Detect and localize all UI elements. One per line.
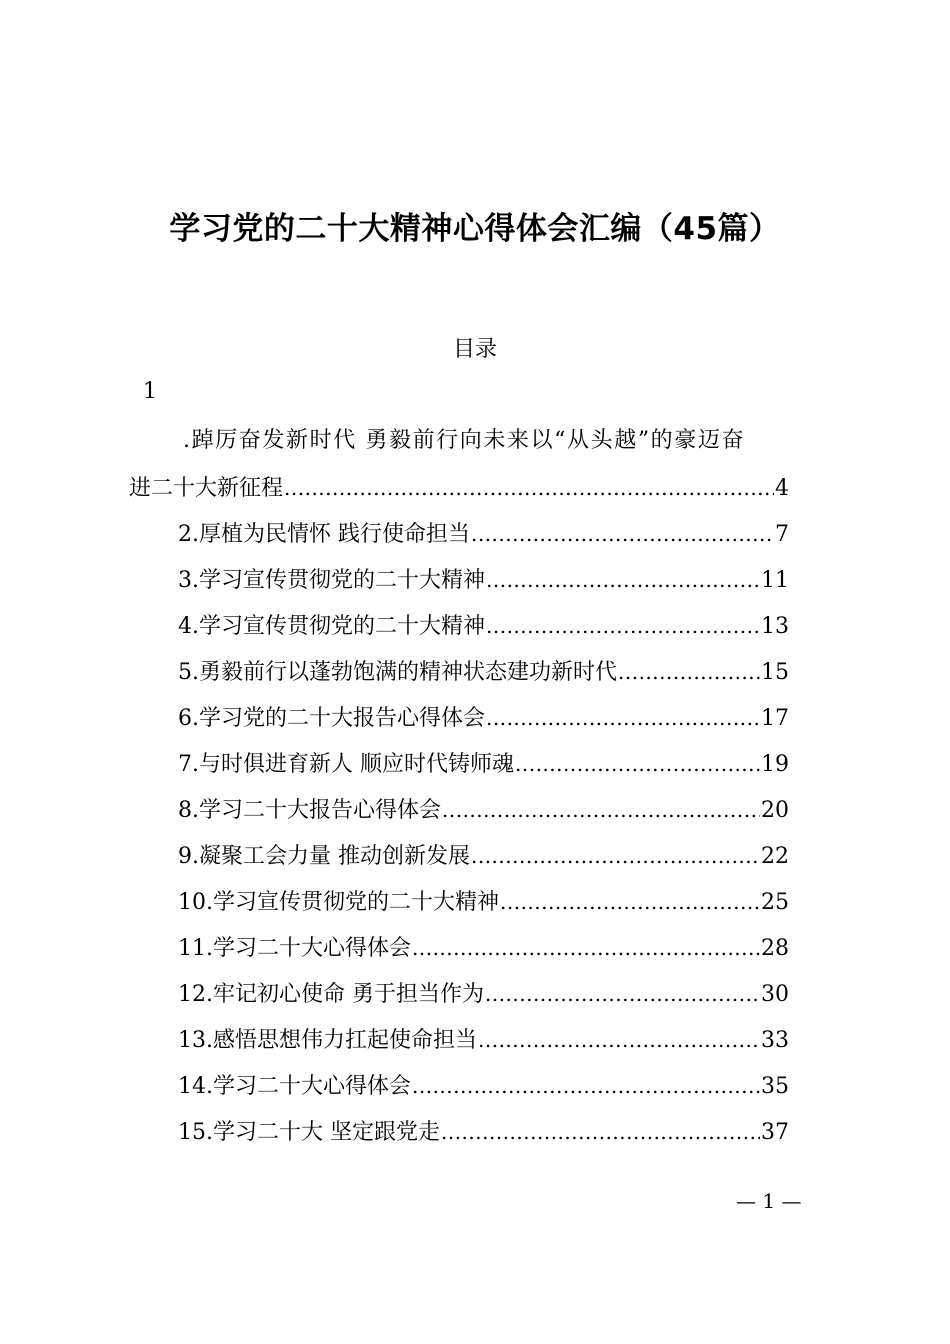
toc-entry-label: 3.学习宣传贯彻党的二十大精神: [178, 568, 485, 593]
toc-entry-page: 33: [761, 1028, 789, 1053]
dot-leader: [441, 1116, 760, 1148]
dot-leader: [500, 886, 760, 918]
toc-entry-label: 4.学习宣传贯彻党的二十大精神: [178, 614, 485, 639]
toc-entry[interactable]: [178, 794, 789, 827]
toc-entry-page: 20: [761, 798, 789, 823]
toc-entry[interactable]: [178, 564, 789, 597]
toc-entry[interactable]: [178, 656, 789, 689]
toc-entry-label: 11.学习二十大心得体会: [178, 936, 411, 961]
toc-entry-label: 10.学习宣传贯彻党的二十大精神: [178, 890, 499, 915]
toc-entry[interactable]: [178, 702, 789, 735]
dot-leader: [412, 932, 760, 964]
toc-entry[interactable]: [178, 840, 789, 873]
toc-entry-label: 8.学习二十大报告心得体会: [178, 798, 441, 823]
toc-entry-page: 28: [761, 936, 789, 961]
dot-leader: [471, 518, 774, 550]
dot-leader: [412, 1070, 760, 1102]
dot-leader: [515, 748, 760, 780]
toc-entry-label: 15.学习二十大 坚定跟党走: [178, 1120, 440, 1145]
toc-entry[interactable]: [178, 1116, 789, 1149]
dot-leader: [478, 1024, 760, 1056]
toc-entry-label: 2.厚植为民情怀 践行使命担当: [178, 522, 470, 547]
toc-heading: 目录: [452, 337, 497, 362]
toc-entry[interactable]: [178, 610, 789, 643]
toc-entry-label: 14.学习二十大心得体会: [178, 1074, 411, 1099]
toc-entry-label: 12.牢记初心使命 勇于担当作为: [178, 982, 484, 1007]
toc-entry-label: 进二十大新征程: [129, 476, 284, 501]
toc-entry-label: 6.学习党的二十大报告心得体会: [178, 706, 485, 731]
toc-entry[interactable]: [178, 1070, 789, 1103]
toc-entry-page: 19: [761, 752, 789, 777]
toc-entry-page: 37: [761, 1120, 789, 1145]
toc-entry[interactable]: [178, 932, 789, 965]
dot-leader: [486, 610, 760, 642]
page-footer-number: — 1 —: [736, 1189, 802, 1213]
toc-entry-label: 13.感悟思想伟力扛起使命担当: [178, 1028, 477, 1053]
document-title: 学习党的二十大精神心得体会汇编（45篇）: [169, 211, 781, 247]
stray-number: 1: [143, 379, 157, 404]
toc-entry-page: 11: [761, 568, 789, 593]
toc-entry[interactable]: [178, 886, 789, 919]
dot-leader: [442, 794, 760, 826]
toc-entry-page: 17: [761, 706, 789, 731]
toc-entry-page: 4: [775, 476, 789, 501]
dot-leader: [618, 656, 760, 688]
toc-entry[interactable]: [178, 518, 789, 551]
dot-leader: [284, 472, 774, 504]
toc-entry-page: 25: [761, 890, 789, 915]
toc-entry-1-line1: .踔厉奋发新时代 勇毅前行向未来以“从头越”的豪迈奋: [183, 428, 746, 453]
dot-leader: [486, 564, 760, 596]
toc-entry-page: 22: [761, 844, 789, 869]
toc-entry[interactable]: [178, 1024, 789, 1057]
toc-entry-page: 13: [761, 614, 789, 639]
toc-entry-page: 15: [761, 660, 789, 685]
toc-entry-label: 5.勇毅前行以蓬勃饱满的精神状态建功新时代: [178, 660, 617, 685]
dot-leader: [471, 840, 760, 872]
toc-entry-page: 7: [775, 522, 789, 547]
dot-leader: [485, 978, 760, 1010]
toc-entry-label: 7.与时俱进育新人 顺应时代铸师魂: [178, 752, 514, 777]
toc-entry-1-line2[interactable]: [129, 472, 789, 505]
toc-entry-page: 35: [761, 1074, 789, 1099]
toc-entry[interactable]: [178, 978, 789, 1011]
toc-entry-label: 9.凝聚工会力量 推动创新发展: [178, 844, 470, 869]
toc-entry-page: 30: [761, 982, 789, 1007]
toc-entry[interactable]: [178, 748, 789, 781]
dot-leader: [486, 702, 760, 734]
